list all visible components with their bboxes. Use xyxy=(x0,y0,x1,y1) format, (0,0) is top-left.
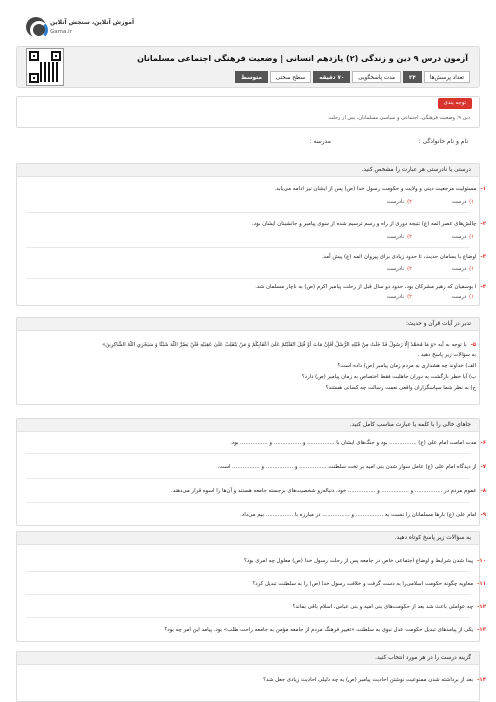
question-6[interactable]: ۶-مدت امامت امام علی (ع) ................ بود و جنگ‌های ایشان با ................ و ................ و ................ بود. xyxy=(230,440,486,446)
gama-logo-icon xyxy=(26,17,46,37)
question-1: ۱-مسئولیت مرجعیت دینی و ولایت و حکومت رسول خدا (ص) پس از ایشان نیز ادامه می‌یابد. xyxy=(274,186,486,192)
question-11: ۱۱-معاویه چگونه حکومت اسلامی‌را به دست گرفت و خلافت رسول خدا (ص) را به سلطنت تبدیل کرد؟ xyxy=(252,581,486,587)
notice-text: دین ۹: وضعیت فرهنگی، اجتماعی و سیاسی مسلمانان، پس از رحلت xyxy=(328,115,470,121)
question-14: ۱۴-بعد از برداشته شدن ممنوعیت نوشتن احادیث پیامبر (ص) به چه دلیلی احادیث زیادی جعل شد؟ xyxy=(263,677,486,683)
qr-code-icon xyxy=(26,48,64,86)
student-name-field[interactable]: نام و نام خانوادگی : xyxy=(418,138,468,145)
exam-info-chip: ۲۴ xyxy=(403,71,422,83)
options-1[interactable]: ۱)درست ۲)نادرست xyxy=(386,199,474,205)
exam-info-chip: متوسط xyxy=(235,71,268,83)
exam-info-chip: ۷۰ دقیقه xyxy=(313,71,350,83)
section-title: تدبر در آیات قرآن و حدیث: xyxy=(17,318,479,331)
section-title: به سؤالات زیر پاسخ کوتاه دهید. xyxy=(17,532,479,545)
question-3: ۳-اوضاع با بسامان حدیث، تا حدود زیادی برای پیروان ائمه (ع) پیش آمد. xyxy=(321,254,486,260)
exam-info-chip: مدت پاسخگویی xyxy=(352,71,401,83)
notice-box xyxy=(16,96,480,128)
school-field[interactable]: مدرسه : xyxy=(309,138,331,145)
options-3[interactable]: ۱)درست ۲)نادرست xyxy=(386,266,474,272)
exam-info-row xyxy=(235,71,470,83)
question-2: ۲-چالش‌های عصر ائمه (ع) نتیجه دوری از راه و رسم ترسیم شده از سوی پیامبر و جانشینان ایشان بود. xyxy=(252,221,486,227)
question-5-c: ج) به نظر شما سپاسگزاران واقعی نعمت رسالت چه کسانی هستند؟ xyxy=(325,385,476,391)
section-title: جاهای خالی را با کلمه یا عبارت مناسب کامل کنید. xyxy=(17,419,479,432)
options-4[interactable]: ۱)درست ۲)نادرست xyxy=(386,294,474,300)
question-5-verse: ۵-با توجه به آیه «وَ مَا مُحَمَّدٌ إِلَّا رَسُولٌ قَدْ خَلَتْ مِنْ قَبْلِهِ الرُّسُلُ أَفَإِنْ مَاتَ أَوْ قُتِلَ انْقَلَبْتُمْ عَلَىٰ أَعْقَابِكُمْ وَ مَنْ يَنْقَلِبْ عَلَىٰ عَقِبَيْهِ فَلَنْ يَضُرَّ اللَّهَ شَيْئًا وَ سَيَجْزِي اللَّهُ الشَّاكِرِينَ» xyxy=(102,342,476,348)
question-5-a: الف) خداوند چه هشداری به مردم زمان پیامبر (ص) داده است؟ xyxy=(337,363,476,369)
notice-tag: توجه بندی xyxy=(438,98,472,109)
question-4: ۴-ا بوسفیان که رهبر مشرکان بود، حدود دو سال قبل از رحلت پیامبر اکرم (ص) به ناچار مسلمان شد. xyxy=(255,284,486,290)
brand-site: Gama.ir xyxy=(50,29,72,35)
question-9[interactable]: ۹-امام علی (ع) بارها مسلمانان را نسبت به ................ و ................ در مبارزه با ................ بیم می‌داد. xyxy=(240,512,486,518)
options-2[interactable]: ۱)درست ۲)نادرست xyxy=(386,234,474,240)
section-title: گزینه درست را در هر مورد انتخاب کنید. xyxy=(17,652,479,665)
question-5-b: ب) آیا خطر بازگشت به دوران جاهلیت فقط اختصاص به زمان پیامبر (ص) دارد؟ xyxy=(301,374,476,380)
exam-title: آزمون درس ۹ دین و زندگی (۲) یازدهم انسانی | وضعیت فرهنگی اجتماعی مسلمانان xyxy=(137,54,468,63)
question-10: ۱۰-پیدا شدن شرایط و اوضاع اجتماعی خاص در جامعه پس از رحلت رسول خدا (ص) معلول چه امری بود؟ xyxy=(244,558,486,564)
question-12: ۱۲-چه عواملی باعث شد بعد از حکومت‌های بنی امیه و بنی عباس، اسلام باقی بماند؟ xyxy=(292,604,486,610)
exam-info-chip: سطح سختی xyxy=(270,71,311,83)
section-fill-blanks xyxy=(16,418,480,526)
brand-title: آموزش آنلاین، سنجش آنلاین xyxy=(50,19,135,26)
question-8[interactable]: ۸-عموم مردم در ................ و ................ و ................ خود، دنباله‌رو شخصیت‌های برجسته جامعه هستند و آن‌ها را اسوه قرار می‌دهند. xyxy=(170,488,486,494)
exam-info-chip: تعداد پرسش‌ها xyxy=(424,71,470,83)
question-7[interactable]: ۷-از دیدگاه امام علی (ع) عامل سوار شدن بنی امیه بر تخت سلطنت ................ و ................ و ................ است. xyxy=(217,464,486,470)
section-title: درستی یا نادرستی هر عبارت را مشخص کنید. xyxy=(17,164,479,177)
question-13: ۱۳-یکی از پیامدهای تبدیل حکومت عدل نبوی به سلطنت «تغییر فرهنگ مردم از جامعه مؤمن به جامعه راحت طلب» بود. پیامد این امر چه بود؟ xyxy=(164,627,486,633)
question-5-prompt: به سؤالات زیر پاسخ دهید . xyxy=(417,352,476,358)
brand-block[interactable] xyxy=(26,14,176,40)
